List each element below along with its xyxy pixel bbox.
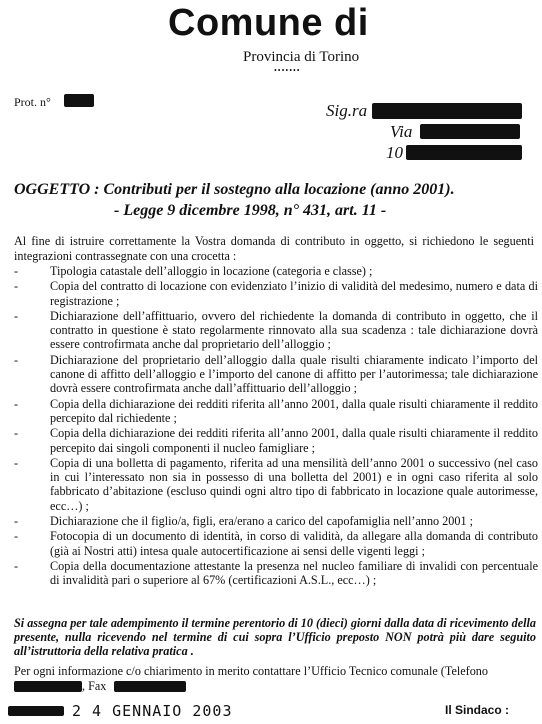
redacted-fax-number <box>114 681 186 692</box>
redacted-phone-number <box>14 681 82 692</box>
list-item: - Dichiarazione che il figlio/a, figli, era/erano a carico del capofamiglia nell’anno 2001 ; <box>14 514 473 529</box>
municipality-title: Comune di <box>168 2 369 44</box>
list-item: - Copia della dichiarazione dei redditi riferita all’anno 2001, dalla quale risulti chiaramente il reddito percepito dal richiedente ; <box>14 396 538 425</box>
subject-law-reference: - Legge 9 dicembre 1998, n° 431, art. 11 - <box>114 202 387 219</box>
subject-line: OGGETTO : Contributi per il sostegno alla locazione (anno 2001). <box>14 181 455 198</box>
province-dots: ••••••• <box>274 66 301 75</box>
list-item: - Copia del contratto di locazione con evidenziato l’inizio di validità del medesimo, numero e data di registrazione ; <box>14 279 538 308</box>
list-item: - Fotocopia di un documento di identità, in corso di validità, da allegare alla domanda di contributo (già ai Nostri atti) intesa quale autocertificazione ai sensi delle vigenti leggi ; <box>14 529 538 558</box>
recipient-salutation: Sig.ra <box>326 101 368 120</box>
list-item: - Dichiarazione del proprietario dell’alloggio dalla quale risulti chiaramente indicato l’importo del canone di affitto dell’alloggio e l’importo del canone di affitto per l’autorimessa; tale dichiarazione dovrà essere controfirmata anche dall’affittuario dell’alloggio ; <box>14 352 538 396</box>
contact-info-line: Per ogni informazione c/o chiarimento in merito contattare l’Ufficio Tecnico comunale (Telefono <box>14 664 488 678</box>
recipient-postcode-prefix: 10 <box>386 143 403 162</box>
redacted-recipient-city <box>406 145 522 160</box>
mayor-signature-label: Il Sindaco : <box>445 703 510 717</box>
deadline-notice: Si assegna per tale adempimento il termine perentorio di 10 (dieci) giorni dalla data di ricevimento della presente, nulla ricevendo nel termine di cui sopra l’Ufficio preposto NON potrà più dare seguito all’istruttoria della relativa pratica . <box>14 616 537 659</box>
redacted-protocol-number <box>64 94 94 107</box>
contact-phone-fax-line <box>14 679 538 694</box>
integrations-list <box>14 264 538 589</box>
fax-label: , Fax <box>82 678 107 693</box>
province-line: Provincia di Torino <box>243 49 360 65</box>
list-item: - Copia di una bolletta di pagamento, riferita ad una mensilità dell’anno 2001 o successivo (nel caso in cui l’interessato non sia in possesso di una bolletta del 2001) e in ogni caso riferita al solo fabbricato d’abitazione (escluso quindi ogni altro tipo di fabbricato in locazione quale autorimesse, ecc…) ; <box>14 455 538 513</box>
redacted-recipient-street <box>420 124 520 139</box>
list-item: - Copia della documentazione attestante la presenza nel nucleo familiare di invalidi con percentuale di invalidità pari o superiore al 67% (certificazioni A.S.L., ecc…) ; <box>14 558 538 588</box>
list-item: - Dichiarazione dell’affittuario, ovvero del richiedente la domanda di contributo in oggetto, che il contratto in questione è stato regolarmente rinnovato alla sua scadenza : tale dichiarazione dovrà essere controfirmata anche dal proprietario dell’alloggio ; <box>14 308 538 352</box>
list-item: - Copia della dichiarazione dei redditi riferita all’anno 2001, dalla quale risulti chiaramente il reddito percepito dai singoli componenti il nucleo famigliare ; <box>14 426 538 455</box>
recipient-street-label: Via <box>390 122 413 141</box>
redacted-stamp-prefix <box>8 706 64 716</box>
protocol-label: Prot. n° <box>14 95 51 109</box>
list-item: - Tipologia catastale dell’alloggio in locazione (categoria e classe) ; <box>14 264 373 278</box>
redacted-recipient-name <box>372 103 522 119</box>
contact-info <box>14 664 538 694</box>
intro-paragraph: Al fine di istruire correttamente la Vostra domanda di contributo in oggetto, si richiedono le seguenti integrazioni contrassegnate con una crocetta : <box>14 234 534 263</box>
date-stamp: 2 4 GENNAIO 2003 <box>72 702 233 720</box>
